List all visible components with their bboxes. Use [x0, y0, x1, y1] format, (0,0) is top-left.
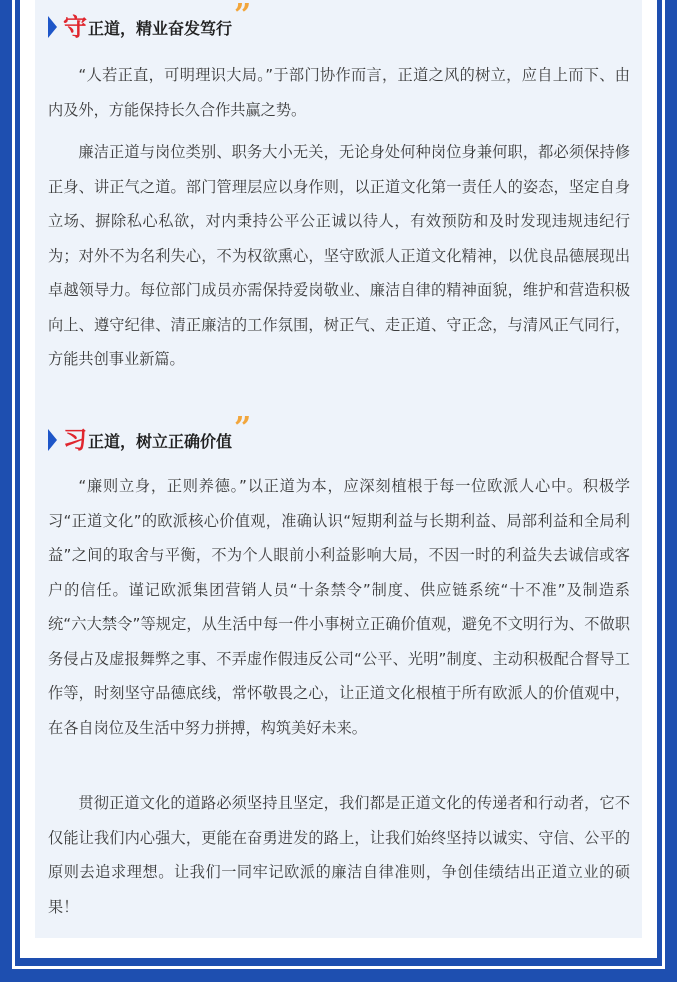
triangle-marker-icon [48, 429, 57, 451]
heading-emphasis-char: 守 [63, 13, 87, 41]
heading-emphasis-char: 习 [63, 426, 87, 454]
paragraph: “廉则立身，正则养德。”以正道为本，应深刻植根于每一位欧派人心中。积极学习“正道文化”的欧派核心价值观，准确认识“短期利益与长期利益、局部利益和全局利益”之间的取舍与平衡，不为个人眼前小利益影响大局，不因一时的利益失去诚信或客户的信任。谨记欧派集团营销人员“十条禁令”制度、供应链系统“十不准”及制造系统“六大禁令”等规定，从生活中每一件小事树立正确价值观，避免不文明行为、不做职务侵占及虚报舞弊之事、不弄虚作假违反公司“公平、光明”制度、主动积极配合督导工作等，时刻坚守品德底线，常怀敬畏之心，让正道文化根植于所有欧派人的价值观中，在各自岗位及生活中努力拼搏，构筑美好未来。 [48, 477, 630, 737]
section-heading-2 [48, 411, 252, 455]
quote-mark-icon: ” [234, 411, 252, 446]
section-heading-1 [48, 0, 252, 42]
triangle-marker-icon [48, 16, 57, 38]
paragraph: 廉洁正道与岗位类别、职务大小无关，无论身处何种岗位身兼何职，都必须保持修正身、讲正气之道。部门管理层应以身作则，以正道文化第一责任人的姿态，坚定自身立场、摒除私心私欲，对内秉持公平公正诚以待人，有效预防和及时发现违规违纪行为；对外不为名利失心，不为权欲熏心，坚守欧派人正道文化精神，以优良品德展现出卓越领导力。每位部门成员亦需保持爱岗敬业、廉洁自律的精神面貌，维护和营造积极向上、遵守纪律、清正廉洁的工作氛围，树正气、走正道、守正念，与清风正气同行，方能共创事业新篇。 [48, 143, 630, 368]
paragraph: “人若正直，可明理识大局。”于部门协作而言，正道之风的树立，应自上而下、由内及外，方能保持长久合作共赢之势。 [48, 66, 630, 119]
quote-mark-icon: ” [234, 0, 252, 33]
heading-text: 正道，精业奋发笃行 [88, 19, 233, 38]
paragraph: 贯彻正道文化的道路必须坚持且坚定，我们都是正道文化的传递者和行动者，它不仅能让我们内心强大，更能在奋勇进发的路上，让我们始终坚持以诚实、守信、公平的原则去追求理想。让我们一同牢记欧派的廉洁自律准则，争创佳绩结出正道立业的硕果！ [48, 794, 630, 916]
heading-text: 正道，树立正确价值 [88, 432, 233, 451]
